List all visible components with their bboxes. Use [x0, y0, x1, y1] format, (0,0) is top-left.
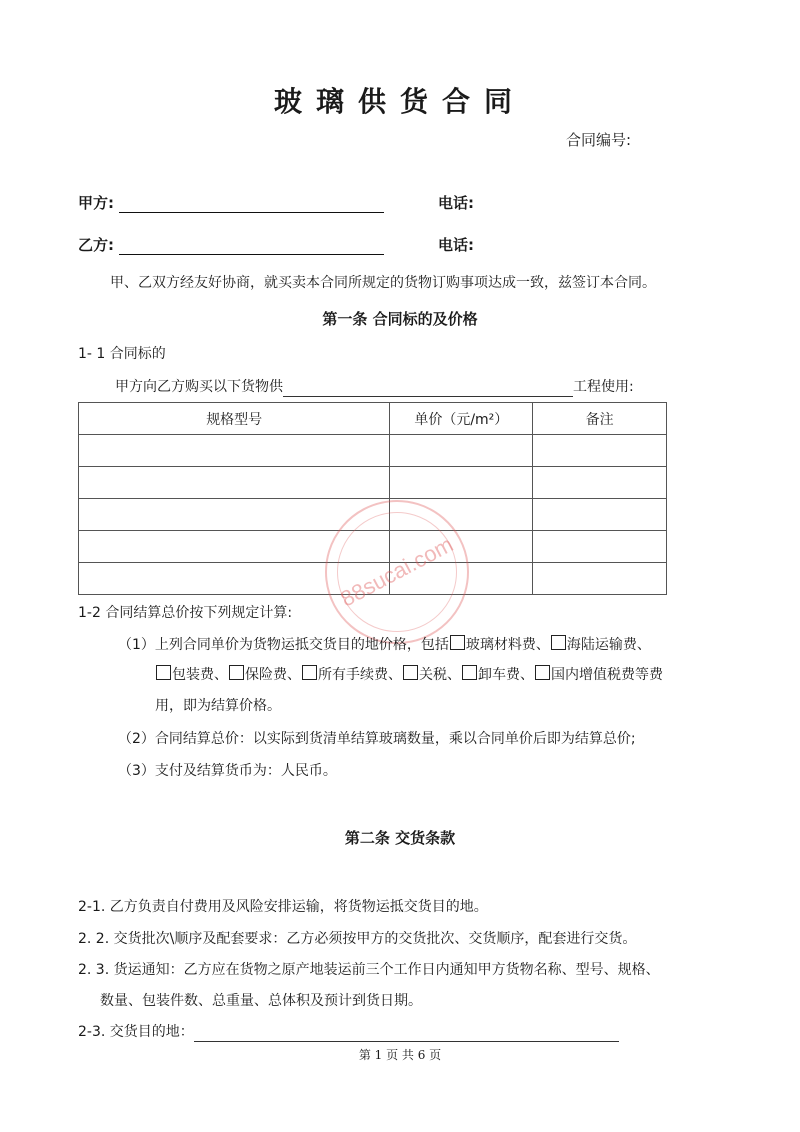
purchase-line [115, 377, 634, 397]
clause-2-3-line2: 数量、包装件数、总重量、总体积及预计到货日期。 [100, 993, 422, 1009]
page-footer: 第 1 页 共 6 页 [358, 1048, 442, 1062]
contract-number-label: 合同编号: [566, 131, 632, 149]
checkbox-insurance[interactable] [229, 665, 244, 680]
party-a-blank[interactable] [119, 196, 384, 213]
item2-text: （2）合同结算总价：以实际到货清单结算玻璃数量，乘以合同单价后即为结算总价; [118, 731, 636, 747]
table-cell[interactable] [390, 467, 533, 499]
section1-sub1: 1- 1 合同标的 [78, 346, 166, 362]
table-cell[interactable] [390, 435, 533, 467]
party-a-label: 甲方: [78, 194, 114, 212]
opt-glass-label: 玻璃材料费、 [465, 637, 550, 653]
purchase-suffix: 工程使用: [573, 379, 634, 395]
table-cell[interactable] [79, 435, 390, 467]
opt-insurance-label: 保险费、 [245, 667, 301, 683]
item1-line1 [118, 635, 651, 655]
intro-paragraph: 甲、乙双方经友好协商，就买卖本合同所规定的货物订购事项达成一致，兹签订本合同。 [110, 275, 656, 291]
table-cell[interactable] [533, 563, 667, 595]
party-a-row [78, 193, 384, 213]
party-b-label: 乙方: [78, 236, 114, 254]
table-cell[interactable] [79, 467, 390, 499]
col-header-price: 单价（元/m²） [390, 403, 533, 435]
delivery-destination-label: 2-3. 交货目的地： [78, 1024, 194, 1040]
col-header-spec: 规格型号 [79, 403, 390, 435]
checkbox-packing[interactable] [156, 665, 171, 680]
delivery-destination-blank[interactable] [194, 1025, 619, 1042]
clause-2-3-line1: 2. 3. 货运通知：乙方应在货物之原产地装运前三个工作日内通知甲方货物名称、型号、规格、 [78, 962, 660, 978]
opt-transport-label: 海陆运输费、 [566, 637, 651, 653]
item1-intro: （1）上列合同单价为货物运抵交货目的地价格，包括 [118, 637, 449, 653]
party-b-phone-label: 电话: [438, 236, 474, 254]
purchase-prefix: 甲方向乙方购买以下货物供 [115, 379, 283, 395]
clause-2-2: 2. 2. 交货批次\顺序及配套要求：乙方必须按甲方的交货批次、交货顺序，配套进行交货。 [78, 931, 637, 947]
party-b-row [78, 235, 384, 255]
item1-line2 [155, 665, 663, 685]
table-header-row [79, 403, 667, 435]
section1-heading: 第一条 合同标的及价格 [322, 310, 478, 328]
watermark-text: 88sucai.com [336, 531, 458, 612]
table-cell[interactable] [533, 531, 667, 563]
section1-sub2: 1-2 合同结算总价按下列规定计算: [78, 605, 293, 621]
col-header-remark: 备注 [533, 403, 667, 435]
item3-text: （3）支付及结算货币为：人民币。 [118, 763, 337, 779]
clause-delivery-destination [78, 1022, 619, 1042]
checkbox-vat[interactable] [535, 665, 550, 680]
opt-fees-label: 所有手续费、 [318, 667, 402, 683]
opt-vat-label: 国内增值税费等费 [551, 667, 663, 683]
clause-2-1: 2-1. 乙方负责自付费用及风险安排运输，将货物运抵交货目的地。 [78, 899, 488, 915]
table-cell[interactable] [533, 435, 667, 467]
table-row [79, 467, 667, 499]
project-blank[interactable] [283, 380, 573, 397]
opt-unload-label: 卸车费、 [478, 667, 534, 683]
item1-line3: 用，即为结算价格。 [155, 698, 281, 714]
opt-tariff-label: 关税、 [419, 667, 461, 683]
checkbox-tariff[interactable] [403, 665, 418, 680]
checkbox-fees[interactable] [302, 665, 317, 680]
checkbox-unload[interactable] [462, 665, 477, 680]
section2-heading: 第二条 交货条款 [344, 829, 456, 847]
opt-packing-label: 包装费、 [172, 667, 228, 683]
document-title: 玻璃供货合同 [273, 85, 526, 118]
party-a-phone-label: 电话: [438, 194, 474, 212]
table-row [79, 435, 667, 467]
table-cell[interactable] [533, 499, 667, 531]
checkbox-transport[interactable] [551, 635, 566, 650]
party-b-blank[interactable] [119, 238, 384, 255]
checkbox-glass[interactable] [450, 635, 465, 650]
table-cell[interactable] [533, 467, 667, 499]
